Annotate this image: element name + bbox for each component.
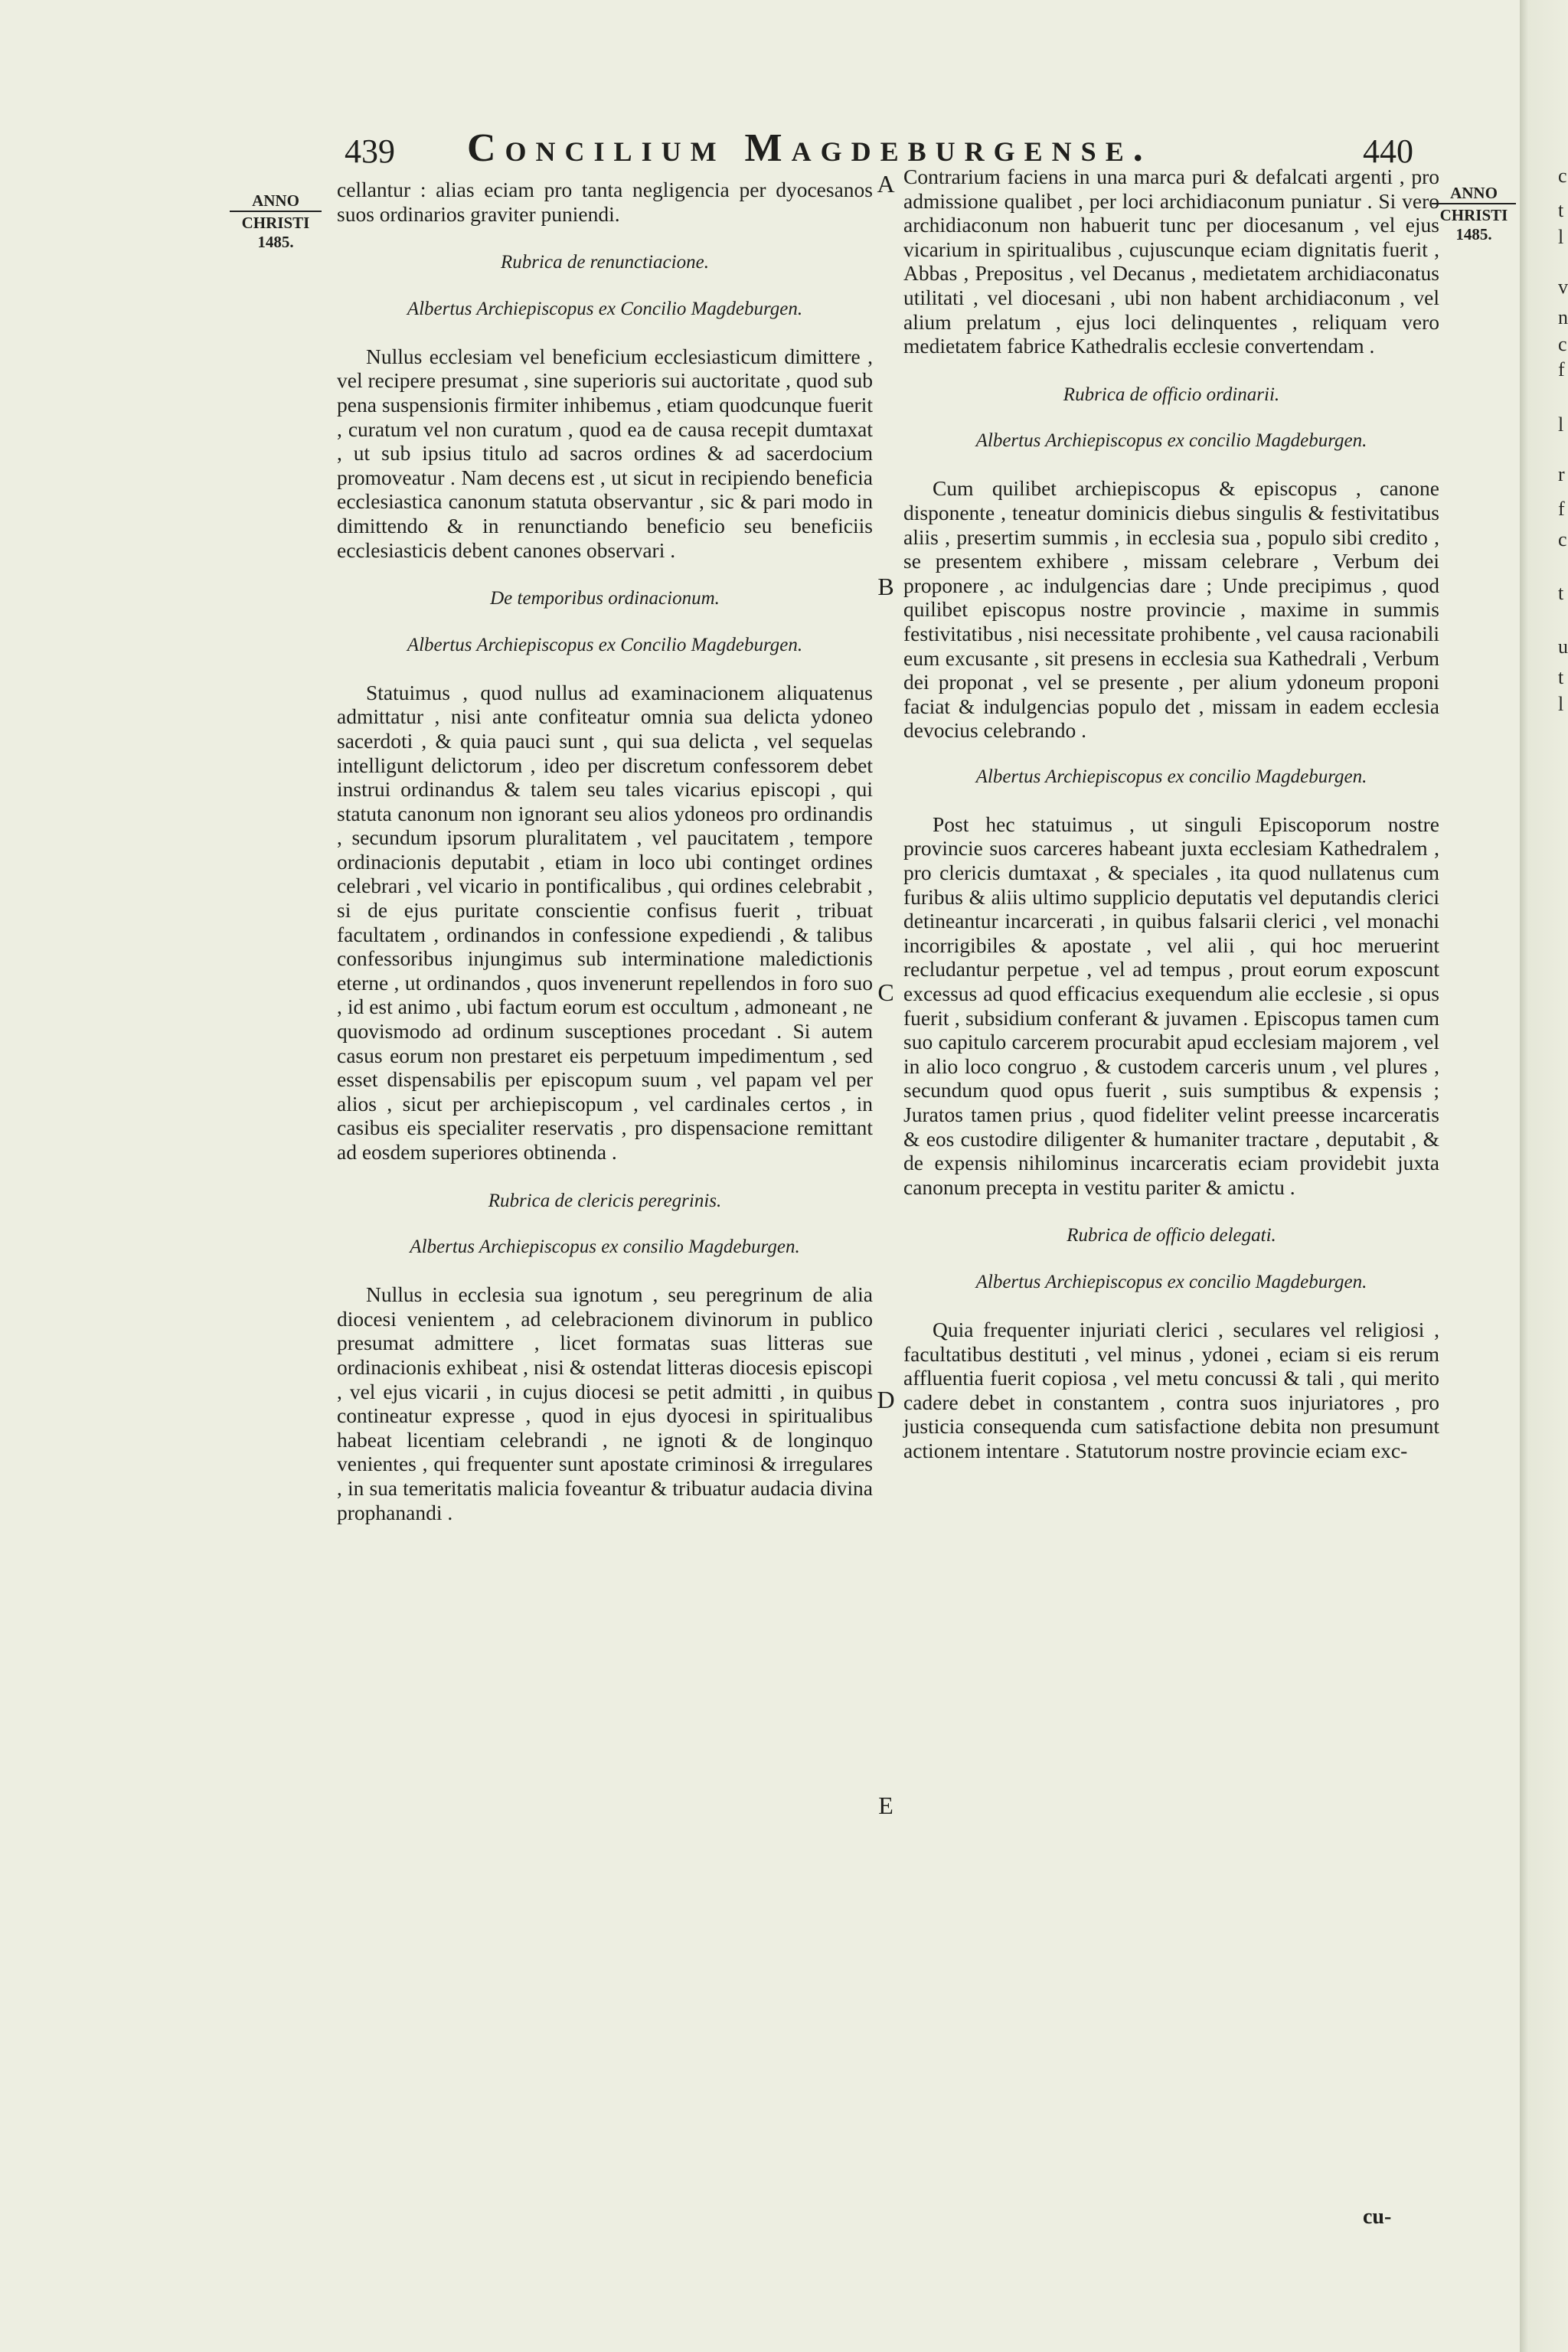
section-heading: Albertus Archiepiscopus ex concilio Magdeburgen.: [975, 1271, 1367, 1292]
adjacent-page-letter: n: [1558, 306, 1568, 328]
adjacent-page-letter: u: [1558, 635, 1568, 658]
paragraph: Statuimus , quod nullus ad examinacionem aliquatenus admittatur , nisi ante confiteatur omnia sua delicta ydoneo sacerdoti , & quia pauci sunt , qui sua delicta , vel sequelas intelligunt delictorum , ideo per discretum confessorem debet instrui ordinandus & talem seu tales vicarius episcopi , qui statuta canonum non ignorant seu alios ydoneos pro ordinandis , secundum ipsorum pluralitatem , vel paucitatem , tempore ordinacionis deputabit , etiam in loco ubi continget ordines celebrari , vel vicario in pontificalibus , qui ordines celebrabit , si de ejus puritate conscientie confisus fuerit , tribuat facultatem , ordinandos in confessione expediendi , & talibus confessoribus injungimus sub interminatione maledictionis eterne , ut ordinandos , quos invenerunt repellendos in foro suo , id est animo , ubi factum eorum est occultum , admoneant , ne quovismodo ad ordinum susceptiones procedant . Si autem casus eorum non prestaret eis perpetuum impedimentum , sed esset dispensabilis per episcopum suum , vel papam vel per alios , sicut per archiepiscopum , vel cardinales certos , in casibus eis specialiter reservatis , pro dispensacione remittant ad eosdem superiores obtinenda .: [337, 680, 873, 1164]
rubric-heading: Rubrica de officio ordinarii.: [1063, 384, 1280, 405]
anno-label: ANNO: [252, 191, 299, 210]
page-number-left: 439: [345, 132, 395, 170]
adjacent-page-letter: l: [1558, 693, 1564, 715]
adjacent-page-letter: t: [1558, 582, 1564, 604]
adjacent-page-letter: c: [1558, 165, 1567, 187]
adjacent-page-letter: t: [1558, 666, 1564, 688]
christi-label: CHRISTI: [241, 214, 310, 232]
adjacent-page-letter: v: [1558, 276, 1568, 298]
section-heading: Albertus Archiepiscopus ex concilio Magdeburgen.: [975, 430, 1367, 452]
adjacent-page-letter: r: [1558, 463, 1565, 485]
adjacent-page-letter: f: [1558, 358, 1565, 381]
section-marker-d: D: [877, 1386, 895, 1413]
anno-rule: [230, 211, 322, 212]
page-number-right: 440: [1363, 132, 1413, 170]
adjacent-page-letter: t: [1558, 199, 1564, 221]
rubric-heading: Rubrica de clericis peregrinis.: [488, 1190, 722, 1211]
section-heading: Albertus Archiepiscopus ex consilio Magdeburgen.: [410, 1236, 800, 1258]
margin-year-left: [230, 191, 322, 252]
section-marker-b: B: [877, 573, 894, 600]
paragraph: Post hec statuimus , ut singuli Episcoporum nostre provincie suos carceres habeant juxta ecclesiam Kathedralem , pro clericis dumtaxat , & speciales , ita quod nullatenus cum furibus & aliis ultimo supplicio deputatis vel deputandis clerici detineantur incarcerati , in quibus falsarii clerici , vel monachi incorrigibiles & apostate , vel alii , qui hoc meruerint recludantur perpetue , vel ad tempus , prout eorum exposcunt excessus ad quod efficacius exequendum alie ecclesie , si opus fuerit , subsidium conferant & juvamen . Episcopus tamen cum suo capitulo carcerem procurabit apud ecclesiam majorem , vel in alio loco congruo , & custodem carceris unum , vel plures , secundum quod opus fuerit , suis sumptibus & expensis ; Juratos tamen prius , quod fideliter velint preesse incarceratis & eos custodire diligenter & humaniter tractare , deputabit , & de expensis nihilominus incarceratis eciam providebit juxta canonum precepta in vestitu pariter & amictu .: [903, 812, 1439, 1199]
adjacent-page-letter: f: [1558, 498, 1565, 520]
running-title: Concilium Magdeburgense.: [467, 126, 1152, 170]
adjacent-page-letter: c: [1558, 333, 1567, 355]
section-marker-c: C: [877, 978, 894, 1006]
adjacent-page-letter: l: [1558, 226, 1564, 248]
section-heading: Albertus Archiepiscopus ex Concilio Magdeburgen.: [407, 634, 803, 655]
right-column: [903, 165, 1439, 1468]
christi-label: CHRISTI: [1439, 206, 1508, 224]
paragraph: Nullus ecclesiam vel beneficium ecclesiasticum dimittere , vel recipere presumat , sine superioris sui auctoritate , quod sub pena suspensionis firmiter inhibemus , etiam quodcunque fuerit , curatum vel non curatum , quod ea de causa recepit dumtaxat , ut sub ipsius titulo ad sacros ordines & ad sacerdocium promoveatur . Nam decens est , ut sicut in recipiendo beneficia ecclesiastica canonum statuta observantur , sic & pari modo in dimittendo & in renunctiando beneficio seu beneficiis ecclesiasticis debent canones observari .: [337, 344, 873, 562]
catchword: cu-: [1363, 2205, 1392, 2229]
paragraph: Quia frequenter injuriati clerici , seculares vel religiosi , facultatibus destituti , vel minus , ydonei , eciam si eis rerum affluentia fuerit copiosa , vel metu concussi & tali , qui merito cadere debet in constantem , contra suos injuriatores , pro justicia consequenda cum satisfactione debita non presumunt actionem intentare . Statutorum nostre provincie eciam exc-: [903, 1317, 1439, 1462]
anno-label: ANNO: [1450, 184, 1498, 202]
section-heading: Albertus Archiepiscopus ex concilio Magdeburgen.: [975, 766, 1367, 787]
year-label: 1485.: [257, 233, 294, 251]
adjacent-page-letter: c: [1558, 528, 1567, 550]
paragraph: Cum quilibet archiepiscopus & episcopus , canone disponente , teneatur dominicis diebus singulis & festivitatibus aliis , presertim summis , in ecclesia sua , populo sibi credito , se presentem exhibere , missam celebrare , Verbum dei proponere , ac indulgencias dare ; Unde precipimus , quod quilibet episcopus nostre provincie , maxime in summis festivitatibus , nisi necessitate prohibente , vel causa racionabili eum excusante , sit presens in ecclesia sua Kathedrali , Verbum dei proponat , vel se presente , per alium ydoneum proponi faciat & indulgencias populo det , missam in eadem ecclesia devocius celebrando .: [903, 476, 1439, 743]
rubric-heading: De temporibus ordinacionum.: [490, 588, 720, 609]
paragraph: cellantur : alias eciam pro tanta negligencia per dyocesanos suos ordinarios graviter puniendi.: [337, 178, 873, 226]
section-marker-e: E: [878, 1792, 893, 1819]
paragraph: Contrarium faciens in una marca puri & defalcati argenti , pro admissione qualibet , per loci archidiaconum puniatur . Si vero archidiaconum non habuerit tunc per diocesanum , vel ejus vicarium in spiritualibus , cujuscunque eciam dignitatis fuerit , Abbas , Prepositus , vel Decanus , medietatem archidiaconatus utilitati , vel diocesani , ubi non habent archidiaconum , vel alium prelatum , ejus loci delinquentes , reliquam vero medietatem fabrice Kathedralis ecclesie convertendam .: [903, 165, 1439, 358]
rubric-heading: Rubrica de renunctiacione.: [501, 252, 709, 273]
margin-year-right: [1432, 184, 1516, 244]
paragraph: Nullus in ecclesia sua ignotum , seu peregrinum de alia diocesi venientem , ad celebracionem divinorum in publico presumat admittere , licet formatas suas litteras sue ordinacionis exhibeat , nisi & ostendat litteras diocesis episcopi , vel ejus vicarii , in cujus diocesi se petit admitti , in quibus contineatur expresse , quod in ejus dyocesi in spiritualibus habeat licentiam celebrandi , ne ignoti & de longinquo venientes , qui frequenter sunt apostate criminosi & irregulares , in sua temeritatis malicia foveantur & tribuatur audacia divina prophanandi .: [337, 1282, 873, 1524]
adjacent-page-letter: l: [1558, 413, 1564, 436]
left-column: [337, 178, 873, 1529]
rubric-heading: Rubrica de officio delegati.: [1067, 1225, 1276, 1246]
section-marker-a: A: [877, 170, 895, 198]
anno-rule: [1432, 203, 1516, 204]
year-label: 1485.: [1455, 225, 1492, 243]
section-heading: Albertus Archiepiscopus ex Concilio Magdeburgen.: [407, 298, 803, 319]
